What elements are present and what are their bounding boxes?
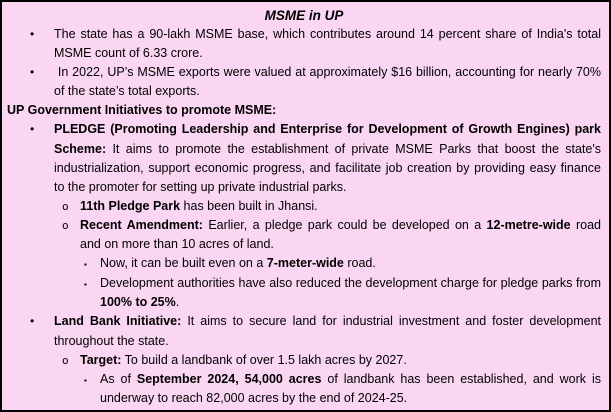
text-segment: It aims to secure land for industrial investment and foster development throughout the state.: [54, 314, 601, 348]
list-item: [62, 197, 601, 216]
text-segment: UP Government Initiatives to promote MSME:: [7, 103, 277, 118]
disc-bullet-icon: •: [30, 65, 35, 80]
list-item-text: [54, 63, 601, 101]
disc-bullet-icon: •: [30, 27, 35, 41]
text-segment: .: [175, 295, 180, 310]
list-item-text: [100, 274, 601, 312]
circle-bullet-icon: o: [62, 353, 69, 367]
list-item-text: [80, 216, 601, 254]
text-segment: Land Bank Initiative:: [54, 314, 182, 329]
square-bullet-icon: ▪: [84, 375, 87, 385]
text-segment: The state has a 90-lakh MSME base, which contributes around 14 percent share of India's total MSME count of 6.33 crore.: [54, 27, 601, 61]
list-item-text: [80, 197, 601, 216]
list-item: [84, 274, 601, 312]
text-segment: road and on more than 10 acres of land.: [80, 217, 601, 252]
list-item-text: [54, 25, 601, 63]
text-segment: September 2024, 54,000 acres: [136, 371, 322, 386]
list-item: [84, 254, 601, 274]
text-segment: Now, it can be built even on a: [100, 256, 267, 271]
square-bullet-icon: ▪: [84, 260, 87, 270]
list-item-text: [100, 370, 601, 408]
list-item-text: [100, 254, 601, 273]
text-segment: In 2022, UP’s MSME exports were valued at approximately $16 billion, accounting for nearly 70% of the state’s total exports.: [54, 65, 601, 99]
text-segment: 11th Pledge Park: [80, 198, 181, 213]
text-segment: Target:: [80, 352, 122, 367]
disc-bullet-icon: •: [30, 314, 35, 329]
list-item-text: [54, 312, 601, 350]
list-item-text: [80, 351, 601, 370]
text-segment: Recent Amendment:: [80, 217, 203, 232]
circle-bullet-icon: o: [62, 218, 69, 232]
list-item-text: [54, 120, 601, 196]
list-item: [30, 312, 601, 350]
text-segment: 7-meter-wide: [266, 256, 344, 271]
list-item: [30, 120, 601, 196]
text-segment: 100% to 25%: [100, 295, 176, 310]
square-bullet-icon: ▪: [84, 280, 87, 290]
list-item: [62, 216, 601, 254]
text-segment: It aims to promote the establishment of private MSME Parks that boost the state's industrialization, support economic progress, and facilitate job creation by providing easy finance to the promoter for setting up private industrial parks.: [54, 141, 601, 194]
list-item: [30, 63, 601, 101]
circle-bullet-icon: o: [62, 199, 69, 213]
text-segment: has been built in Jhansi.: [180, 198, 318, 213]
list-item: [62, 351, 601, 370]
list-item: [30, 25, 601, 63]
text-segment: PLEDGE (Promoting Leadership and Enterprise for Development of Growth Engines) park Scheme:: [54, 122, 601, 156]
text-segment: As of: [100, 371, 137, 386]
content-list: [7, 25, 601, 408]
text-segment: Development authorities have also reduced the development charge for pledge parks from: [100, 276, 601, 291]
text-segment: of landbank has been established, and work is underway to reach 82,000 acres by the end of 2024-25.: [100, 371, 601, 405]
text-segment: To build a landbank of over 1.5 lakh acres by 2027.: [121, 352, 407, 367]
disc-bullet-icon: •: [30, 122, 35, 137]
text-segment: road.: [343, 256, 376, 271]
text-segment: 12-metre-wide: [486, 217, 571, 232]
text-segment: Earlier, a pledge park could be developed on a: [202, 217, 487, 232]
section-heading: [7, 101, 601, 120]
list-item: [84, 370, 601, 408]
page-title: MSME in UP: [264, 8, 344, 23]
